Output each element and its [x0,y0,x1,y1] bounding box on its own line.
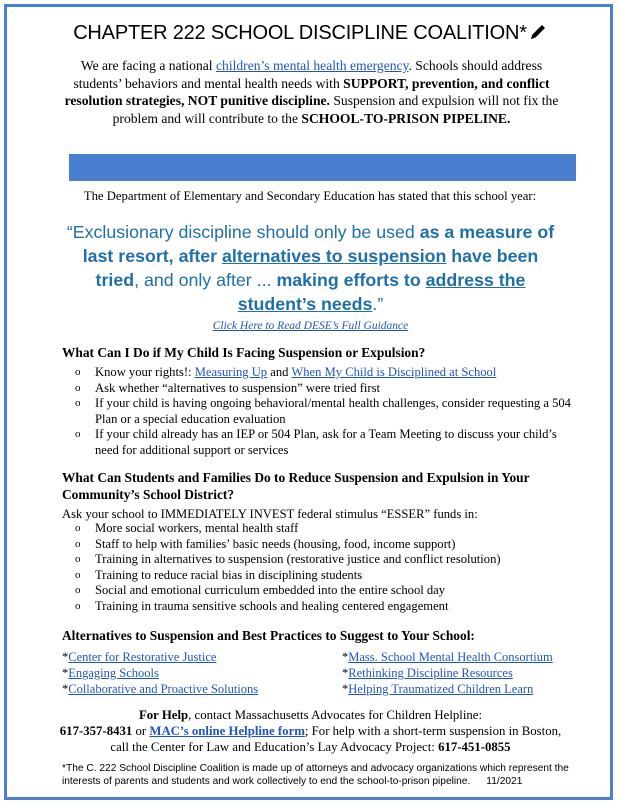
pencil-icon [528,22,548,42]
quote-text-3: .” [372,294,384,314]
helpline-form-link[interactable]: MAC’s online Helpline form [149,724,305,738]
and-text: and [267,365,292,379]
list-item: o Training in trauma sensitive schools and healing centered engagement [75,599,575,615]
intro-bold-1: SUPPORT, prevention, and conflict resolution strategies, NOT punitive discipline. [64,75,550,108]
list-item: o Staff to help with families’ basic needs (housing, food, income support) [75,537,575,553]
list-item: o If your child already has an IEP or 504 Plan, ask for a Team Meeting to discuss your child’s need for additional support or services [75,427,575,458]
date-stamp: 11/2021 [486,776,523,787]
footnote-text: *The C. 222 School Discipline Coalition is made up of attorneys and advocacy organizations which represent the interests of parents and students and work collectively to end the school-to-prison pipeline. [62,763,569,787]
intro-paragraph [60,57,563,127]
collaborative-solutions-link[interactable]: Collaborative and Proactive Solutions [68,682,259,696]
quote-text-1: “Exclusionary discipline should only be used [66,222,420,242]
alternatives-right-column: *Mass. School Mental Health Consortium *Rethinking Discipline Resources *Helping Traumatized Children Learn [342,650,553,696]
help-text-2: or [132,724,150,738]
measuring-up-link[interactable]: Measuring Up [194,365,268,379]
dese-guidance-link[interactable]: Click Here to Read DESE’s Full Guidance [212,320,409,332]
intro-text-2: . Schools should address students’ behaviors and mental health needs with [73,58,543,91]
help-text-1: , contact Massachusetts Advocates for Children Helpline: [188,708,483,722]
section1-list [75,365,575,459]
rethinking-discipline-link[interactable]: Rethinking Discipline Resources [348,666,513,680]
section1-heading: What Can I Do if My Child Is Facing Suspension or Expulsion? [62,345,426,360]
help-text-3: ; For help with a short-term suspension in Boston, call the Center for Law and Education’s Lay Advocacy Project: [110,724,562,754]
helpline-phone: 617-357-8431 [59,724,133,738]
quote-bold-3: making efforts to [276,270,426,290]
list-item: o If your child is having ongoing behavioral/mental health challenges, consider requesting a 504 Plan or a special education evaluation [75,396,575,427]
restorative-justice-link[interactable]: Center for Restorative Justice [68,650,217,664]
dese-intro: The Department of Elementary and Secondary Education has stated that this school year: [83,189,537,203]
section3-heading: Alternatives to Suspension and Best Practices to Suggest to Your School: [62,628,475,643]
mental-health-emergency-link[interactable]: children’s mental health emergency [215,58,409,73]
section2-list [75,521,575,615]
help-bold: For Help [138,708,189,722]
quote-underlined-1: alternatives to suspension [222,246,447,266]
intro-bold-2: SCHOOL-TO-PRISON PIPELINE. [301,110,511,126]
esser-ask: Ask your school to IMMEDIATELY INVEST federal stimulus “ESSER” funds in: [62,507,478,521]
quote-text-2: , and only after ... [134,270,277,290]
list-item: o More social workers, mental health staff [75,521,575,537]
blue-banner [69,154,576,181]
list-item: o Ask whether “alternatives to suspension” were tried first [75,381,575,397]
intro-text-1: We are facing a national [80,58,216,73]
section2-heading: What Can Students and Families Do to Reduce Suspension and Expulsion in Your Community’s School District? [62,470,530,502]
quote-bold-2: have been tried [95,246,539,290]
mental-health-consortium-link[interactable]: Mass. School Mental Health Consortium [348,650,553,664]
engaging-schools-link[interactable]: Engaging Schools [68,666,159,680]
disciplined-at-school-link[interactable]: When My Child is Disciplined at School [291,365,497,379]
rights-text: Know your rights!: [95,365,195,379]
alternatives-left-column: *Center for Restorative Justice *Engaging Schools *Collaborative and Proactive Solutions [62,650,259,696]
list-item [75,365,575,381]
list-item: o Training in alternatives to suspension (restorative justice and conflict resolution) [75,552,575,568]
page-title [0,22,621,45]
traumatized-children-link[interactable]: Helping Traumatized Children Learn [348,682,534,696]
list-item: o Training to reduce racial bias in disciplining students [75,568,575,584]
quote-underlined-2: address the student’s needs [237,270,526,314]
lay-advocacy-phone: 617-451-0855 [438,740,511,754]
guidance-link-wrap [0,320,621,332]
title-text: CHAPTER 222 SCHOOL DISCIPLINE COALITION* [73,22,527,44]
intro-text-3: Suspension and expulsion will not fix the problem and will contribute to the [112,93,559,126]
quote-bold-1: as a measure of last resort, after [82,222,555,266]
footnote [62,762,582,788]
help-section [50,707,571,755]
dese-quote [62,220,559,316]
list-item: o Social and emotional curriculum embedded into the entire school day [75,583,575,599]
